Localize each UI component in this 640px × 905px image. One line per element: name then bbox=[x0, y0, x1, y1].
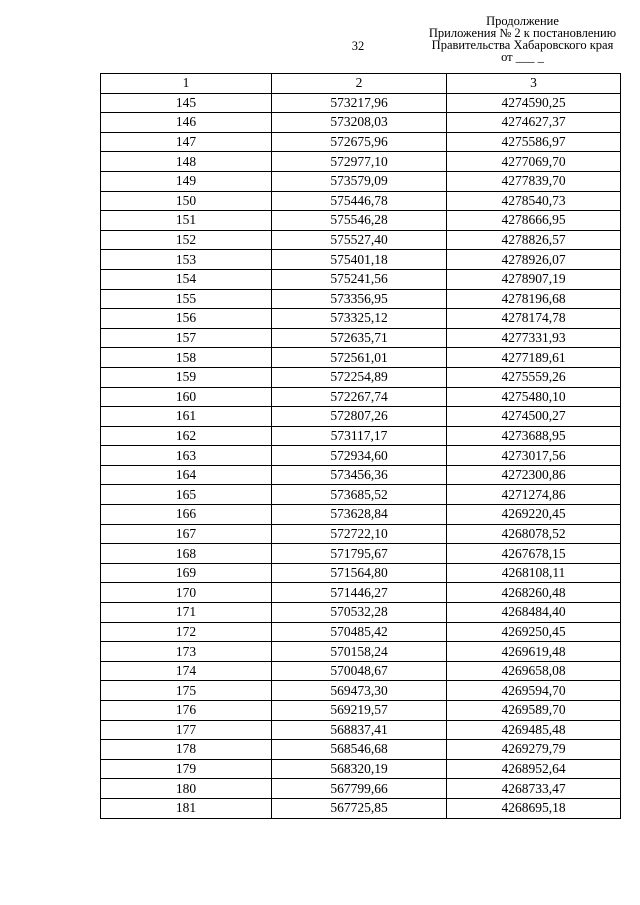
point-number-cell: 175 bbox=[101, 681, 272, 701]
y-coordinate-cell: 4268260,48 bbox=[447, 583, 621, 603]
x-coordinate-cell: 573208,03 bbox=[272, 113, 447, 133]
x-coordinate-cell: 569219,57 bbox=[272, 701, 447, 721]
x-coordinate-cell: 572722,10 bbox=[272, 524, 447, 544]
y-coordinate-cell: 4277189,61 bbox=[447, 348, 621, 368]
x-coordinate-cell: 571795,67 bbox=[272, 544, 447, 564]
y-coordinate-cell: 4269250,45 bbox=[447, 622, 621, 642]
point-number-cell: 155 bbox=[101, 289, 272, 309]
table-row bbox=[101, 642, 621, 662]
x-coordinate-cell: 570158,24 bbox=[272, 642, 447, 662]
table-row bbox=[101, 681, 621, 701]
y-coordinate-cell: 4268108,11 bbox=[447, 563, 621, 583]
x-coordinate-cell: 570048,67 bbox=[272, 661, 447, 681]
y-coordinate-cell: 4278826,57 bbox=[447, 230, 621, 250]
point-number-cell: 148 bbox=[101, 152, 272, 172]
table-row bbox=[101, 701, 621, 721]
y-coordinate-cell: 4267678,15 bbox=[447, 544, 621, 564]
column-header-y: 3 bbox=[447, 74, 621, 94]
point-number-cell: 167 bbox=[101, 524, 272, 544]
header-line-appendix: Приложения № 2 к постановлению bbox=[428, 26, 617, 40]
table-row bbox=[101, 426, 621, 446]
point-number-cell: 152 bbox=[101, 230, 272, 250]
y-coordinate-cell: 4272300,86 bbox=[447, 465, 621, 485]
table-row bbox=[101, 93, 621, 113]
appendix-header bbox=[410, 15, 635, 63]
table-row bbox=[101, 563, 621, 583]
x-coordinate-cell: 575546,28 bbox=[272, 211, 447, 231]
y-coordinate-cell: 4268078,52 bbox=[447, 524, 621, 544]
table-row bbox=[101, 583, 621, 603]
y-coordinate-cell: 4273688,95 bbox=[447, 426, 621, 446]
x-coordinate-cell: 573685,52 bbox=[272, 485, 447, 505]
table-row bbox=[101, 465, 621, 485]
point-number-cell: 157 bbox=[101, 328, 272, 348]
point-number-cell: 169 bbox=[101, 563, 272, 583]
x-coordinate-cell: 573117,17 bbox=[272, 426, 447, 446]
y-coordinate-cell: 4275586,97 bbox=[447, 132, 621, 152]
x-coordinate-cell: 572254,89 bbox=[272, 367, 447, 387]
point-number-cell: 180 bbox=[101, 779, 272, 799]
y-coordinate-cell: 4269279,79 bbox=[447, 740, 621, 760]
y-coordinate-cell: 4268695,18 bbox=[447, 798, 621, 818]
y-coordinate-cell: 4269589,70 bbox=[447, 701, 621, 721]
x-coordinate-cell: 568546,68 bbox=[272, 740, 447, 760]
x-coordinate-cell: 572635,71 bbox=[272, 328, 447, 348]
header-line-date: от ___ _ bbox=[501, 50, 544, 64]
point-number-cell: 160 bbox=[101, 387, 272, 407]
point-number-cell: 149 bbox=[101, 171, 272, 191]
table-row bbox=[101, 720, 621, 740]
column-header-number: 1 bbox=[101, 74, 272, 94]
y-coordinate-cell: 4275480,10 bbox=[447, 387, 621, 407]
y-coordinate-cell: 4278540,73 bbox=[447, 191, 621, 211]
point-number-cell: 166 bbox=[101, 505, 272, 525]
table-row bbox=[101, 328, 621, 348]
table-row bbox=[101, 230, 621, 250]
point-number-cell: 165 bbox=[101, 485, 272, 505]
point-number-cell: 159 bbox=[101, 367, 272, 387]
point-number-cell: 176 bbox=[101, 701, 272, 721]
y-coordinate-cell: 4274500,27 bbox=[447, 407, 621, 427]
y-coordinate-cell: 4278196,68 bbox=[447, 289, 621, 309]
x-coordinate-cell: 570485,42 bbox=[272, 622, 447, 642]
point-number-cell: 158 bbox=[101, 348, 272, 368]
point-number-cell: 146 bbox=[101, 113, 272, 133]
table-row bbox=[101, 171, 621, 191]
table-row bbox=[101, 132, 621, 152]
column-header-x: 2 bbox=[272, 74, 447, 94]
table-row bbox=[101, 387, 621, 407]
y-coordinate-cell: 4278666,95 bbox=[447, 211, 621, 231]
y-coordinate-cell: 4277331,93 bbox=[447, 328, 621, 348]
point-number-cell: 171 bbox=[101, 603, 272, 623]
point-number-cell: 181 bbox=[101, 798, 272, 818]
x-coordinate-cell: 572675,96 bbox=[272, 132, 447, 152]
x-coordinate-cell: 569473,30 bbox=[272, 681, 447, 701]
point-number-cell: 161 bbox=[101, 407, 272, 427]
table-row bbox=[101, 309, 621, 329]
table-row bbox=[101, 661, 621, 681]
point-number-cell: 150 bbox=[101, 191, 272, 211]
x-coordinate-cell: 575401,18 bbox=[272, 250, 447, 270]
x-coordinate-cell: 572807,26 bbox=[272, 407, 447, 427]
x-coordinate-cell: 567799,66 bbox=[272, 779, 447, 799]
y-coordinate-cell: 4268484,40 bbox=[447, 603, 621, 623]
point-number-cell: 162 bbox=[101, 426, 272, 446]
table-row bbox=[101, 485, 621, 505]
page-number: 32 bbox=[351, 39, 365, 53]
point-number-cell: 151 bbox=[101, 211, 272, 231]
point-number-cell: 164 bbox=[101, 465, 272, 485]
y-coordinate-cell: 4278926,07 bbox=[447, 250, 621, 270]
point-number-cell: 172 bbox=[101, 622, 272, 642]
y-coordinate-cell: 4274590,25 bbox=[447, 93, 621, 113]
table-row bbox=[101, 367, 621, 387]
table-row bbox=[101, 740, 621, 760]
point-number-cell: 147 bbox=[101, 132, 272, 152]
point-number-cell: 153 bbox=[101, 250, 272, 270]
table-row bbox=[101, 505, 621, 525]
y-coordinate-cell: 4277839,70 bbox=[447, 171, 621, 191]
x-coordinate-cell: 567725,85 bbox=[272, 798, 447, 818]
y-coordinate-cell: 4271274,86 bbox=[447, 485, 621, 505]
table-row bbox=[101, 446, 621, 466]
table-header-row bbox=[101, 74, 621, 94]
x-coordinate-cell: 573579,09 bbox=[272, 171, 447, 191]
y-coordinate-cell: 4273017,56 bbox=[447, 446, 621, 466]
x-coordinate-cell: 573325,12 bbox=[272, 309, 447, 329]
header-line-government: Правительства Хабаровского края bbox=[431, 38, 614, 52]
x-coordinate-cell: 573456,36 bbox=[272, 465, 447, 485]
table-row bbox=[101, 759, 621, 779]
table-row bbox=[101, 603, 621, 623]
x-coordinate-cell: 572934,60 bbox=[272, 446, 447, 466]
table-row bbox=[101, 152, 621, 172]
y-coordinate-cell: 4277069,70 bbox=[447, 152, 621, 172]
y-coordinate-cell: 4269658,08 bbox=[447, 661, 621, 681]
point-number-cell: 154 bbox=[101, 269, 272, 289]
point-number-cell: 173 bbox=[101, 642, 272, 662]
x-coordinate-cell: 573628,84 bbox=[272, 505, 447, 525]
y-coordinate-cell: 4278174,78 bbox=[447, 309, 621, 329]
x-coordinate-cell: 572977,10 bbox=[272, 152, 447, 172]
table-row bbox=[101, 269, 621, 289]
y-coordinate-cell: 4269220,45 bbox=[447, 505, 621, 525]
table-row bbox=[101, 289, 621, 309]
table-row bbox=[101, 407, 621, 427]
table-row bbox=[101, 622, 621, 642]
point-number-cell: 145 bbox=[101, 93, 272, 113]
x-coordinate-cell: 573356,95 bbox=[272, 289, 447, 309]
y-coordinate-cell: 4268952,64 bbox=[447, 759, 621, 779]
table-row bbox=[101, 191, 621, 211]
x-coordinate-cell: 571446,27 bbox=[272, 583, 447, 603]
x-coordinate-cell: 575446,78 bbox=[272, 191, 447, 211]
table-row bbox=[101, 348, 621, 368]
point-number-cell: 179 bbox=[101, 759, 272, 779]
table-row bbox=[101, 211, 621, 231]
table-row bbox=[101, 113, 621, 133]
x-coordinate-cell: 572267,74 bbox=[272, 387, 447, 407]
y-coordinate-cell: 4269485,48 bbox=[447, 720, 621, 740]
coordinates-table bbox=[100, 73, 621, 819]
x-coordinate-cell: 575527,40 bbox=[272, 230, 447, 250]
y-coordinate-cell: 4274627,37 bbox=[447, 113, 621, 133]
point-number-cell: 178 bbox=[101, 740, 272, 760]
table-row bbox=[101, 779, 621, 799]
point-number-cell: 170 bbox=[101, 583, 272, 603]
x-coordinate-cell: 568320,19 bbox=[272, 759, 447, 779]
point-number-cell: 156 bbox=[101, 309, 272, 329]
point-number-cell: 163 bbox=[101, 446, 272, 466]
y-coordinate-cell: 4278907,19 bbox=[447, 269, 621, 289]
table-row bbox=[101, 524, 621, 544]
x-coordinate-cell: 573217,96 bbox=[272, 93, 447, 113]
point-number-cell: 168 bbox=[101, 544, 272, 564]
x-coordinate-cell: 572561,01 bbox=[272, 348, 447, 368]
table-row bbox=[101, 544, 621, 564]
x-coordinate-cell: 568837,41 bbox=[272, 720, 447, 740]
point-number-cell: 174 bbox=[101, 661, 272, 681]
header-line-continuation: Продолжение bbox=[486, 14, 559, 28]
table-row bbox=[101, 250, 621, 270]
y-coordinate-cell: 4275559,26 bbox=[447, 367, 621, 387]
y-coordinate-cell: 4269594,70 bbox=[447, 681, 621, 701]
point-number-cell: 177 bbox=[101, 720, 272, 740]
x-coordinate-cell: 575241,56 bbox=[272, 269, 447, 289]
table-row bbox=[101, 798, 621, 818]
y-coordinate-cell: 4268733,47 bbox=[447, 779, 621, 799]
x-coordinate-cell: 571564,80 bbox=[272, 563, 447, 583]
y-coordinate-cell: 4269619,48 bbox=[447, 642, 621, 662]
x-coordinate-cell: 570532,28 bbox=[272, 603, 447, 623]
